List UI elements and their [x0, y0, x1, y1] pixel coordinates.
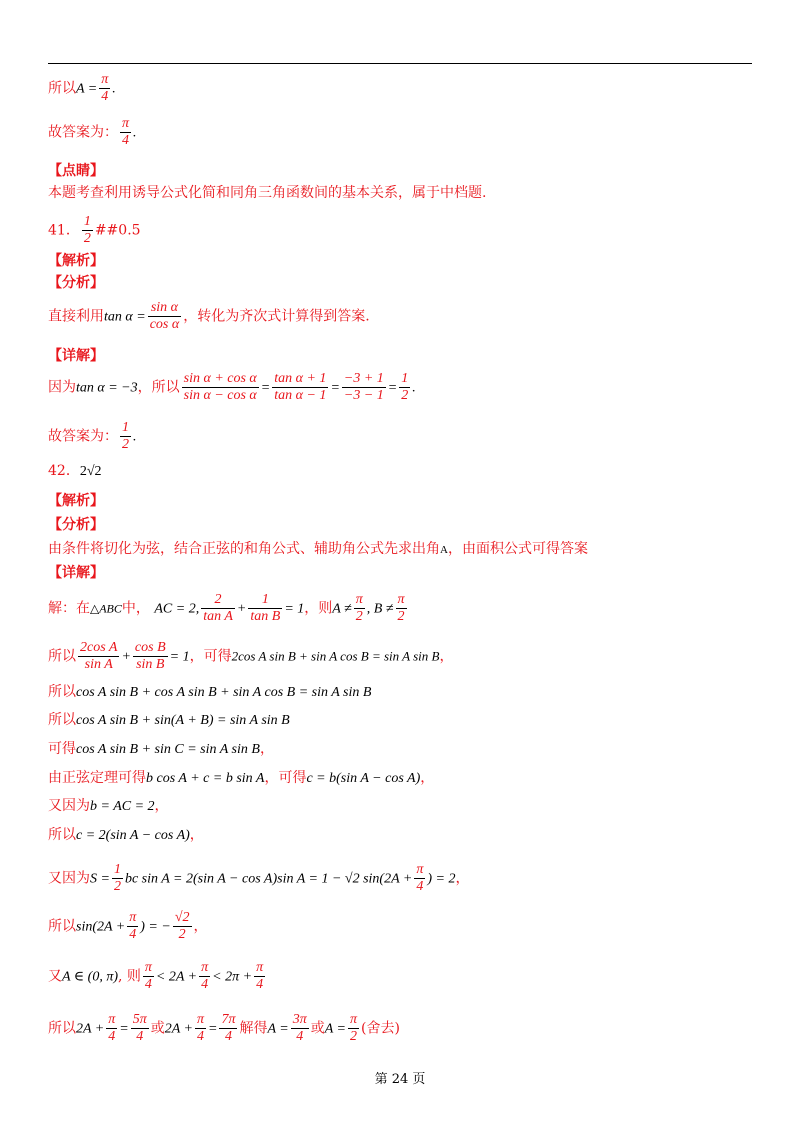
line-answer-pi4: 故答案为： $\frac{\pi}{4}$ . — [48, 116, 137, 148]
question-42: 42．2√2 — [48, 463, 102, 479]
section-xiangjie-1: 【详解】 — [48, 348, 104, 364]
page-number: 第 24 页 — [374, 1072, 426, 1087]
section-jiexi-2: 【解析】 — [48, 493, 104, 509]
step-9-area: 又因为S = $\frac{1}{2}$ bc sin A = 2(sin A − cos A)sin A = 1 − √2 sin(2A + $\frac{\pi}{4}$ ) = 2， — [48, 862, 470, 894]
section-jiexi-1: 【解析】 — [48, 253, 104, 269]
section-dianjing: 【点睛】 — [48, 163, 104, 179]
section-fenxi-2: 【分析】 — [48, 517, 104, 533]
dianjing-text: 本题考查利用诱导公式化简和同角三角函数间的基本关系，属于中档题. — [48, 185, 487, 201]
step-3: 所以cos A sin B + cos A sin B + sin A cos B = sin A sin B — [48, 684, 372, 700]
answer-41: 故答案为： $\frac{1}{2}$ . — [48, 420, 137, 452]
step-4: 所以cos A sin B + sin(A + B) = sin A sin B — [48, 712, 290, 728]
step-1-given: 解：在△ABC中， AC = 2, $\frac{2}{\text{tan A}}$ + $\frac{1}{\text{tan B}}$ = 1，则A ≠ $\frac{\pi}{2}$ , B ≠ $\frac{\pi}{2}$ — [48, 592, 405, 624]
step-8: 所以c = 2(sin A − cos A)， — [48, 827, 204, 843]
step-2: 所以 $\frac{\text{2cos A}}{\text{sin A}}$ + $\frac{\text{cos B}}{\text{sin B}}$ = 1，可得2cos A sin B + sin A cos B = sin A sin B， — [48, 640, 454, 672]
line-conclusion-A: 所以A = $\frac{\pi}{4}$ . — [48, 72, 116, 104]
step-10: 所以sin(2A + $\frac{\pi}{4}$ ) = − $\frac{√2}{2}$ ， — [48, 910, 208, 942]
fenxi-1-text: 直接利用tan α = $\frac{\text{sin α}}{\text{cos α}}$ ，转化为齐次式计算得到答案. — [48, 300, 370, 332]
step-11-range: 又A ∈ (0, π), 则 $\frac{\pi}{4}$ < 2A + $\frac{\pi}{4}$ < 2π + $\frac{\pi}{4}$ — [48, 960, 264, 992]
step-6: 由正弦定理可得b cos A + c = b sin A，可得c = b(sin A − cos A)， — [48, 770, 435, 786]
section-xiangjie-2: 【详解】 — [48, 565, 104, 581]
step-7: 又因为b = AC = 2， — [48, 798, 169, 814]
header-rule — [48, 63, 752, 64]
step-5: 可得cos A sin B + sin C = sin A sin B， — [48, 741, 274, 757]
question-41: 41． $\frac{1}{2}$ ##0.5 — [48, 214, 141, 246]
xiangjie-1-derivation: 因为tan α = −3，所以 $\frac{\text{sin α + cos α}}{\text{sin α − cos α}}$ = $\frac{\text{tan α + 1}}{\text{tan α − 1}}$ = $\frac{-3 + 1}{-3 - 1}$ = $\frac{1}{2}$ . — [48, 371, 416, 403]
step-12-solution: 所以2A + $\frac{\pi}{4}$ = $\frac{5\pi}{4}$ 或2A + $\frac{\pi}{4}$ = $\frac{7\pi}{4}$ 解得A = $\frac{3\pi}{4}$ 或A = $\frac{\pi}{2}$ (舍去) — [48, 1012, 400, 1044]
section-fenxi-1: 【分析】 — [48, 275, 104, 291]
fenxi-2-text: 由条件将切化为弦，结合正弦的和角公式、辅助角公式先求出角A，由面积公式可得答案 — [48, 541, 588, 557]
